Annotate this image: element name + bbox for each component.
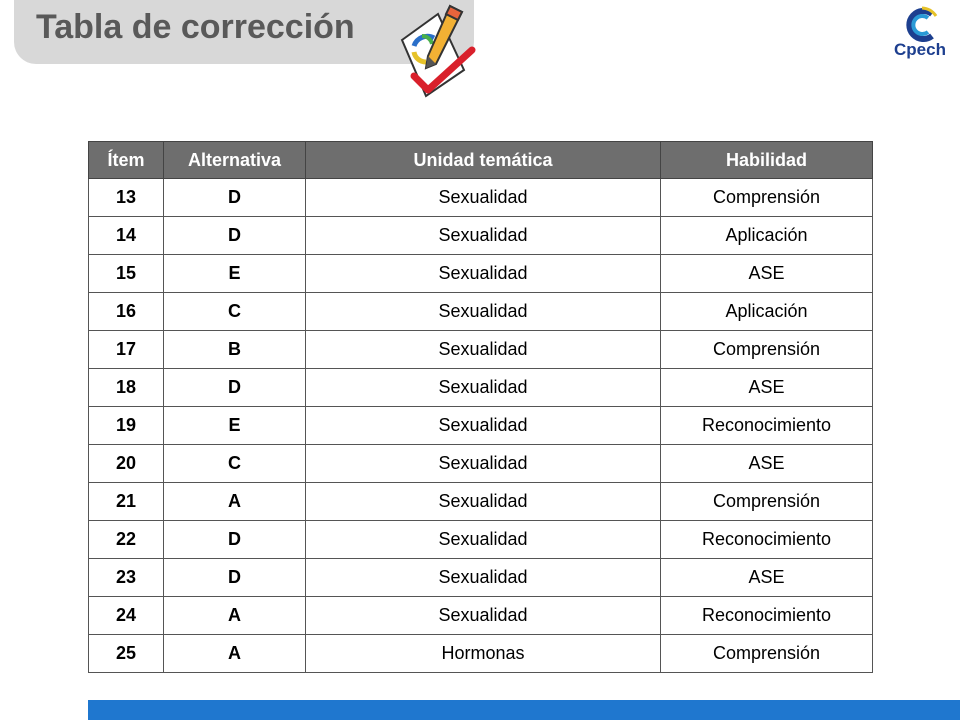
cell-alternative: E	[164, 407, 306, 445]
cell-alternative: D	[164, 217, 306, 255]
cell-alternative: D	[164, 179, 306, 217]
cell-skill: Comprensión	[661, 483, 873, 521]
cpech-logo-mark-icon	[888, 6, 952, 42]
table-row	[89, 179, 873, 217]
cell-alternative: E	[164, 255, 306, 293]
cell-alternative: C	[164, 445, 306, 483]
cell-item: 25	[89, 635, 164, 673]
cell-skill: Comprensión	[661, 179, 873, 217]
column-header-alternative: Alternativa	[164, 142, 306, 179]
column-header-skill: Habilidad	[661, 142, 873, 179]
cell-alternative: A	[164, 483, 306, 521]
column-header-unit: Unidad temática	[306, 142, 661, 179]
cell-skill: Reconocimiento	[661, 521, 873, 559]
cell-alternative: A	[164, 597, 306, 635]
cell-skill: Reconocimiento	[661, 407, 873, 445]
cell-unit: Sexualidad	[306, 255, 661, 293]
cell-item: 20	[89, 445, 164, 483]
footer-accent-bar	[88, 700, 960, 720]
cell-skill: Reconocimiento	[661, 597, 873, 635]
cell-skill: ASE	[661, 445, 873, 483]
cell-skill: Comprensión	[661, 331, 873, 369]
cell-alternative: A	[164, 635, 306, 673]
cell-alternative: D	[164, 369, 306, 407]
table-row	[89, 483, 873, 521]
table-body	[89, 179, 873, 673]
cell-alternative: D	[164, 521, 306, 559]
cell-unit: Sexualidad	[306, 597, 661, 635]
cell-unit: Sexualidad	[306, 217, 661, 255]
cpech-logo	[888, 6, 952, 68]
cell-unit: Sexualidad	[306, 179, 661, 217]
pencil-checkmark-icon	[392, 0, 478, 104]
table-row	[89, 407, 873, 445]
cell-item: 22	[89, 521, 164, 559]
cell-unit: Sexualidad	[306, 407, 661, 445]
table-row	[89, 559, 873, 597]
cell-unit: Sexualidad	[306, 521, 661, 559]
cell-item: 14	[89, 217, 164, 255]
table-row	[89, 369, 873, 407]
cell-skill: Comprensión	[661, 635, 873, 673]
cell-unit: Sexualidad	[306, 483, 661, 521]
table-row	[89, 635, 873, 673]
cell-skill: Aplicación	[661, 293, 873, 331]
cell-unit: Sexualidad	[306, 293, 661, 331]
cell-skill: ASE	[661, 255, 873, 293]
cell-item: 21	[89, 483, 164, 521]
cell-alternative: C	[164, 293, 306, 331]
table-row	[89, 445, 873, 483]
cell-alternative: D	[164, 559, 306, 597]
cell-skill: Aplicación	[661, 217, 873, 255]
cell-unit: Hormonas	[306, 635, 661, 673]
cell-alternative: B	[164, 331, 306, 369]
table-row	[89, 293, 873, 331]
table-row	[89, 255, 873, 293]
table-row	[89, 331, 873, 369]
correction-table	[88, 141, 873, 673]
cell-item: 16	[89, 293, 164, 331]
table-row	[89, 217, 873, 255]
cell-skill: ASE	[661, 559, 873, 597]
table-row	[89, 597, 873, 635]
cell-unit: Sexualidad	[306, 445, 661, 483]
cell-unit: Sexualidad	[306, 369, 661, 407]
cell-item: 19	[89, 407, 164, 445]
cell-unit: Sexualidad	[306, 331, 661, 369]
table-header-row	[89, 142, 873, 179]
cell-item: 24	[89, 597, 164, 635]
table-row	[89, 521, 873, 559]
cell-item: 18	[89, 369, 164, 407]
cell-unit: Sexualidad	[306, 559, 661, 597]
cell-item: 17	[89, 331, 164, 369]
cell-item: 15	[89, 255, 164, 293]
cell-item: 23	[89, 559, 164, 597]
column-header-item: Ítem	[89, 142, 164, 179]
page-title: Tabla de corrección	[36, 8, 355, 46]
logo-wordmark: Cpech	[894, 40, 946, 59]
cell-skill: ASE	[661, 369, 873, 407]
cell-item: 13	[89, 179, 164, 217]
